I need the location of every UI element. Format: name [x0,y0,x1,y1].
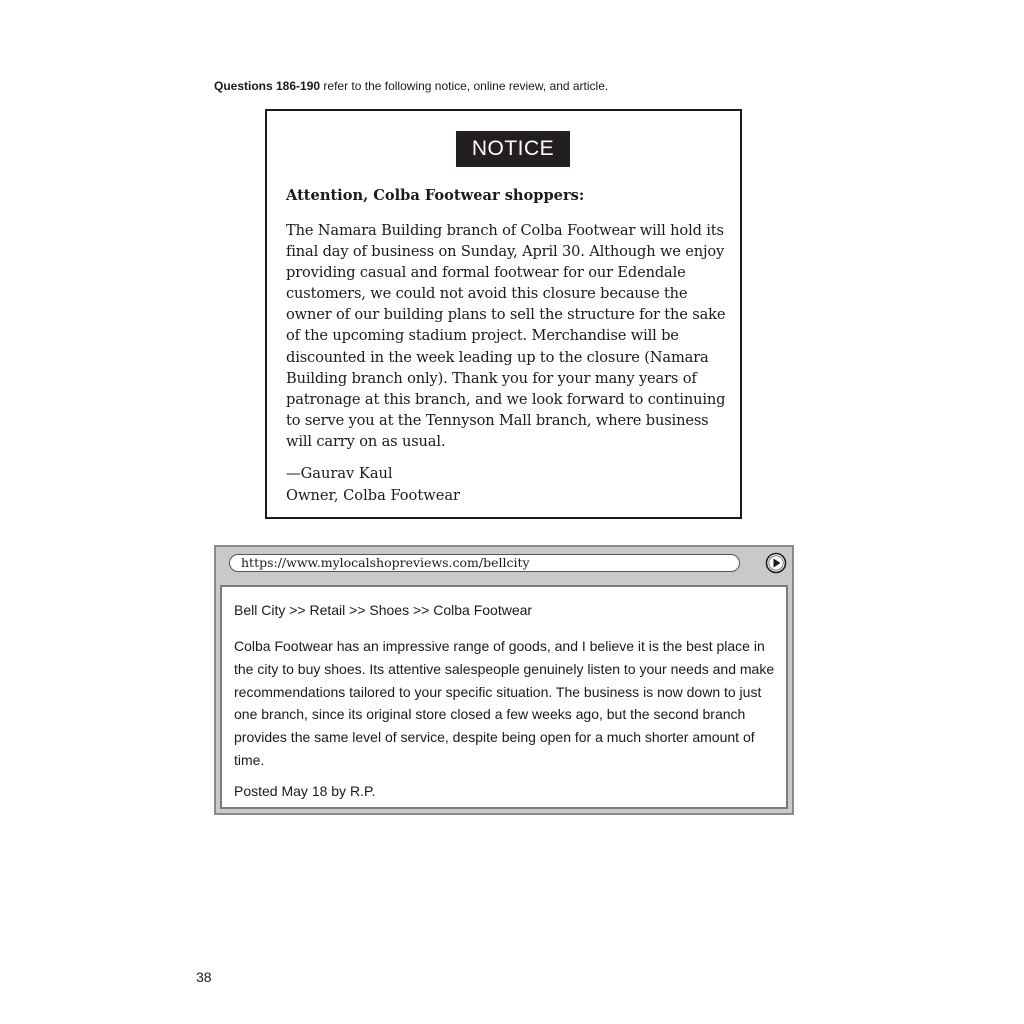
questions-range: Questions 186-190 [214,79,321,93]
questions-intro [214,79,608,93]
browser-window [214,545,794,815]
review-line: the city to buy shoes. Its attentive salespeople genuinely listen to your needs and make [234,660,775,677]
notice-body-line: discounted in the week leading up to the closure (Namara [286,348,709,366]
notice-body-line: providing casual and formal footwear for our Edendale [286,264,686,282]
review-line: one branch, since its original store closed a few weeks ago, but the second branch [234,706,746,723]
notice-signer: —Gaurav Kaul [286,465,393,482]
notice-body-line: Building branch only). Thank you for your many years of [286,369,697,387]
play-arrow-icon [765,552,787,574]
notice-signer-title: Owner, Colba Footwear [286,486,461,504]
notice-body-line: patronage at this branch, and we look forward to continuing [286,390,726,408]
notice-badge: NOTICE [456,131,570,167]
review-text [234,635,786,772]
questions-intro-text: refer to the following notice, online review, and article. [320,79,609,93]
notice-body-line: final day of business on Sunday, April 30. Although we enjoy [286,243,725,261]
review-line: time. [234,751,265,768]
url-bar[interactable]: https://www.mylocalshopreviews.com/bellcity [229,554,740,572]
review-line: Colba Footwear has an impressive range of goods, and I believe it is the best place in [234,638,765,654]
notice-signature [286,463,460,506]
review-posted-info: Posted May 18 by R.P. [234,783,376,799]
notice-attention: Attention, Colba Footwear shoppers: [286,187,585,204]
go-button[interactable] [765,552,787,574]
review-content-pane [220,585,788,809]
notice-body-line: customers, we could not avoid this closure because the [286,285,688,303]
notice-body-line: of the upcoming stadium project. Merchandise will be [286,327,679,345]
review-line: recommendations tailored to your specific situation. The business is now down to just [234,683,762,700]
breadcrumb: Bell City >> Retail >> Shoes >> Colba Footwear [234,602,533,618]
page-number: 38 [196,969,212,985]
notice-body-line: will carry on as usual. [286,432,446,450]
notice-body [286,220,731,452]
review-line: provides the same level of service, despite being open for a much shorter amount of [234,729,755,746]
notice-body-line: The Namara Building branch of Colba Footwear will hold its [286,222,724,239]
notice-body-line: owner of our building plans to sell the structure for the sake [286,306,726,324]
notice-box [265,109,742,519]
notice-body-line: to serve you at the Tennyson Mall branch, where business [286,411,709,429]
